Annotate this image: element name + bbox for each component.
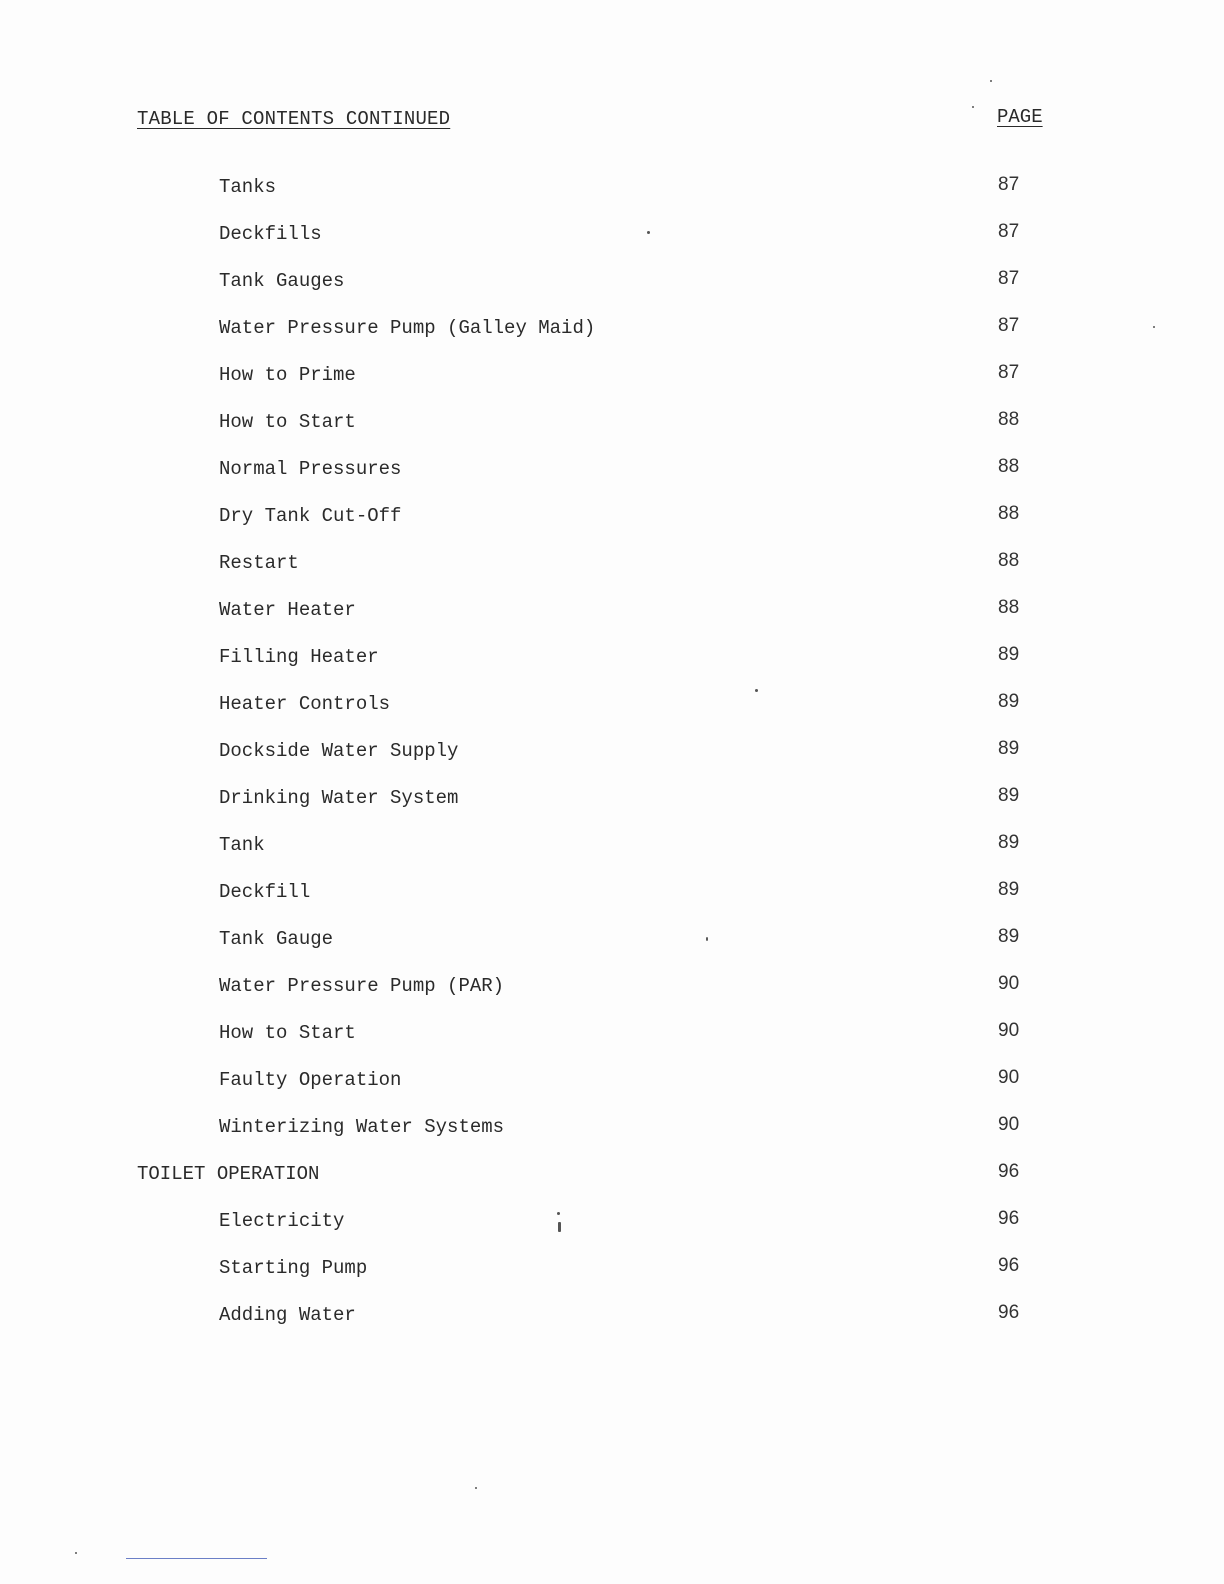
toc-entry-page: 90 — [998, 973, 1020, 994]
toc-entry-page: 88 — [998, 456, 1020, 477]
toc-entry-page: 87 — [998, 362, 1020, 383]
toc-entry-page: 87 — [998, 221, 1020, 242]
toc-entry — [0, 646, 1224, 693]
toc-entry-page: 90 — [998, 1067, 1020, 1088]
toc-entry-page: 96 — [998, 1208, 1020, 1229]
toc-entry-page: 89 — [998, 926, 1020, 947]
footer-rule — [126, 1558, 267, 1559]
toc-entry — [0, 881, 1224, 928]
scan-speck — [558, 1222, 561, 1232]
toc-entry — [0, 223, 1224, 270]
toc-entry-label: Winterizing Water Systems — [219, 1116, 505, 1138]
toc-entry — [0, 1163, 1224, 1210]
toc-entry-label: Water Pressure Pump (Galley Maid) — [219, 317, 596, 339]
toc-entry-page: 89 — [998, 691, 1020, 712]
toc-entry — [0, 176, 1224, 223]
toc-entry — [0, 928, 1224, 975]
toc-entry-page: 88 — [998, 550, 1020, 571]
toc-entry — [0, 1210, 1224, 1257]
toc-entry-label: Deckfills — [219, 223, 322, 245]
toc-entry — [0, 834, 1224, 881]
scan-speck — [557, 1212, 560, 1215]
toc-entry — [0, 458, 1224, 505]
toc-entry-label: Dry Tank Cut-Off — [219, 505, 402, 527]
toc-entry — [0, 1022, 1224, 1069]
scan-speck — [647, 231, 650, 234]
scan-speck — [475, 1487, 477, 1489]
toc-entry — [0, 505, 1224, 552]
toc-entry-page: 89 — [998, 832, 1020, 853]
toc-entry-label: Water Pressure Pump (PAR) — [219, 975, 505, 997]
toc-entry — [0, 1116, 1224, 1163]
toc-entry-label: Drinking Water System — [219, 787, 459, 809]
toc-entry — [0, 693, 1224, 740]
scan-speck — [1153, 326, 1155, 328]
toc-entry-label: Normal Pressures — [219, 458, 402, 480]
toc-entry-label: Tank — [219, 834, 265, 856]
toc-entry-label: How to Start — [219, 411, 356, 433]
toc-entry-label: Restart — [219, 552, 299, 574]
toc-entry — [0, 411, 1224, 458]
toc-entry-label: Tank Gauge — [219, 928, 334, 950]
toc-entry-page: 88 — [998, 503, 1020, 524]
toc-list — [0, 176, 1224, 1351]
toc-entry — [0, 364, 1224, 411]
scan-speck — [972, 106, 974, 108]
scan-speck — [755, 689, 758, 692]
toc-entry-page: 96 — [998, 1161, 1020, 1182]
toc-entry-label: Heater Controls — [219, 693, 391, 715]
toc-entry-label: Tanks — [219, 176, 277, 198]
toc-entry-label: How to Start — [219, 1022, 356, 1044]
toc-entry-label: Adding Water — [219, 1304, 356, 1326]
toc-entry-label: TOILET OPERATION — [137, 1163, 320, 1185]
toc-entry-page: 90 — [998, 1114, 1020, 1135]
toc-entry — [0, 270, 1224, 317]
scan-speck — [75, 1552, 77, 1554]
toc-entry-label: Filling Heater — [219, 646, 379, 668]
toc-entry — [0, 740, 1224, 787]
toc-entry — [0, 552, 1224, 599]
toc-entry — [0, 1257, 1224, 1304]
scan-speck — [990, 80, 992, 82]
toc-entry — [0, 787, 1224, 834]
toc-entry — [0, 599, 1224, 646]
toc-entry-label: Electricity — [219, 1210, 345, 1232]
toc-entry-page: 96 — [998, 1255, 1020, 1276]
toc-entry-label: Starting Pump — [219, 1257, 368, 1279]
toc-entry-label: Deckfill — [219, 881, 311, 903]
toc-entry-page: 87 — [998, 315, 1020, 336]
toc-entry-page: 89 — [998, 738, 1020, 759]
page-column-heading: PAGE — [997, 106, 1043, 128]
toc-entry-page: 96 — [998, 1302, 1020, 1323]
toc-entry — [0, 317, 1224, 364]
toc-entry-label: Faulty Operation — [219, 1069, 402, 1091]
scan-speck — [706, 937, 708, 941]
toc-heading: TABLE OF CONTENTS CONTINUED — [137, 108, 451, 130]
toc-entry-page: 88 — [998, 409, 1020, 430]
toc-entry-label: How to Prime — [219, 364, 356, 386]
toc-entry-page: 89 — [998, 644, 1020, 665]
toc-entry-page: 88 — [998, 597, 1020, 618]
toc-entry — [0, 975, 1224, 1022]
toc-entry-page: 89 — [998, 785, 1020, 806]
toc-entry — [0, 1304, 1224, 1351]
toc-entry — [0, 1069, 1224, 1116]
toc-entry-page: 87 — [998, 268, 1020, 289]
toc-entry-label: Tank Gauges — [219, 270, 345, 292]
toc-entry-label: Water Heater — [219, 599, 356, 621]
toc-entry-label: Dockside Water Supply — [219, 740, 459, 762]
toc-entry-page: 90 — [998, 1020, 1020, 1041]
toc-entry-page: 87 — [998, 174, 1020, 195]
toc-entry-page: 89 — [998, 879, 1020, 900]
